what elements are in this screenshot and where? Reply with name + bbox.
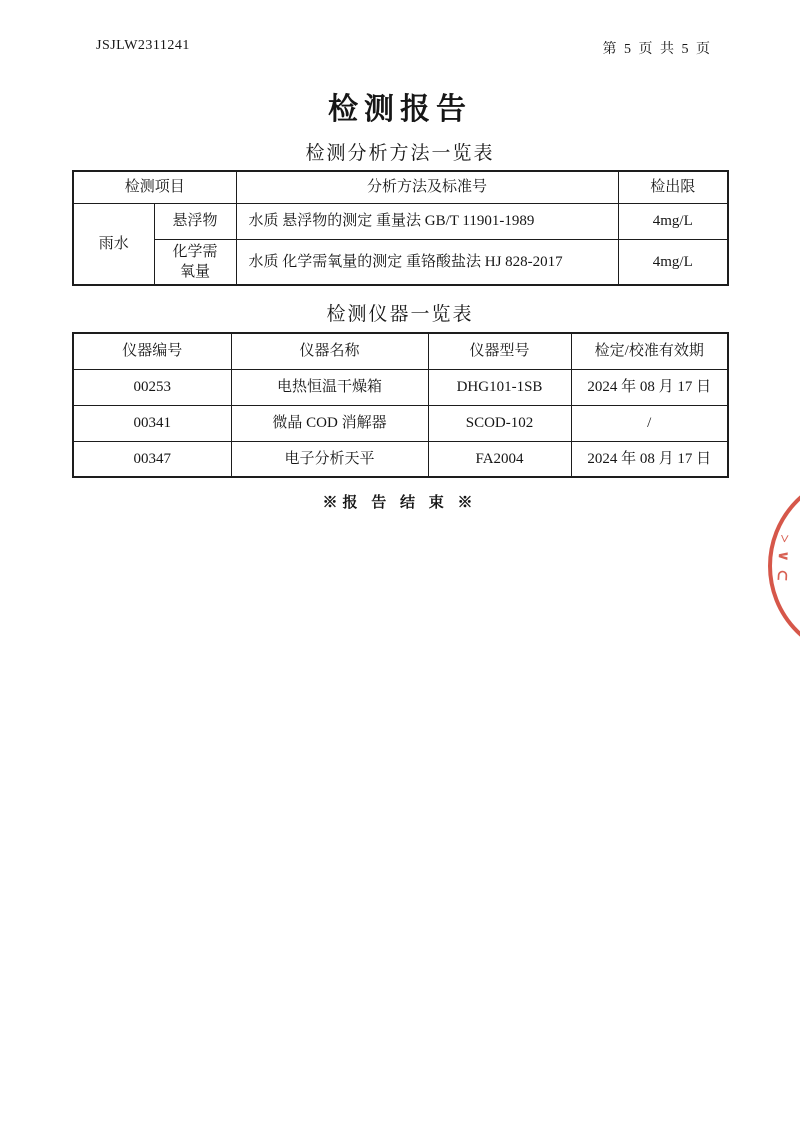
- table-row: [73, 405, 728, 441]
- instrument-name-cell: 微晶 COD 消解器: [231, 405, 428, 441]
- page-title: 检测报告: [328, 93, 472, 126]
- header-analysis-method: 分析方法及标准号: [236, 171, 618, 203]
- page-indicator: 第 5 页 共 5 页: [602, 42, 712, 57]
- method-table-header-row: [73, 171, 728, 203]
- table-row: [73, 239, 728, 285]
- calibration-validity-cell: 2024 年 08 月 17 日: [571, 441, 728, 477]
- header-instrument-name: 仪器名称: [231, 333, 428, 369]
- instrument-name-cell: 电子分析天平: [231, 441, 428, 477]
- instrument-model-cell: DHG101-1SB: [428, 369, 571, 405]
- limit-cell: 4mg/L: [618, 239, 728, 285]
- instrument-no-cell: 00253: [73, 369, 231, 405]
- instrument-table-header-row: [73, 333, 728, 369]
- table-row: [73, 369, 728, 405]
- limit-cell: 4mg/L: [618, 203, 728, 239]
- instrument-no-cell: 00347: [73, 441, 231, 477]
- calibration-validity-cell: 2024 年 08 月 17 日: [571, 369, 728, 405]
- method-cell: 水质 悬浮物的测定 重量法 GB/T 11901-1989: [236, 203, 618, 239]
- official-seal-text-fragment: >∨⊂: [773, 533, 792, 589]
- instrument-name-cell: 电热恒温干燥箱: [231, 369, 428, 405]
- report-number: JSJLW2311241: [96, 38, 190, 53]
- method-cell: 水质 化学需氧量的测定 重铬酸盐法 HJ 828-2017: [236, 239, 618, 285]
- calibration-validity-cell: /: [571, 405, 728, 441]
- table-row: [73, 203, 728, 239]
- instrument-table: [72, 332, 729, 478]
- report-end-note: ※报 告 结 束 ※: [322, 495, 478, 511]
- sample-group-cell: 雨水: [73, 203, 154, 285]
- instrument-table-caption: 检测仪器一览表: [326, 304, 474, 325]
- header-instrument-model: 仪器型号: [428, 333, 571, 369]
- header-calibration-validity: 检定/校准有效期: [571, 333, 728, 369]
- instrument-model-cell: SCOD-102: [428, 405, 571, 441]
- test-item-cell: 化学需氧量: [154, 239, 236, 285]
- test-item-cell: 悬浮物: [154, 203, 236, 239]
- header-detection-limit: 检出限: [618, 171, 728, 203]
- method-table: [72, 170, 729, 286]
- method-table-caption: 检测分析方法一览表: [305, 143, 495, 164]
- header-test-item: 检测项目: [73, 171, 236, 203]
- table-row: [73, 441, 728, 477]
- header-instrument-no: 仪器编号: [73, 333, 231, 369]
- instrument-no-cell: 00341: [73, 405, 231, 441]
- instrument-model-cell: FA2004: [428, 441, 571, 477]
